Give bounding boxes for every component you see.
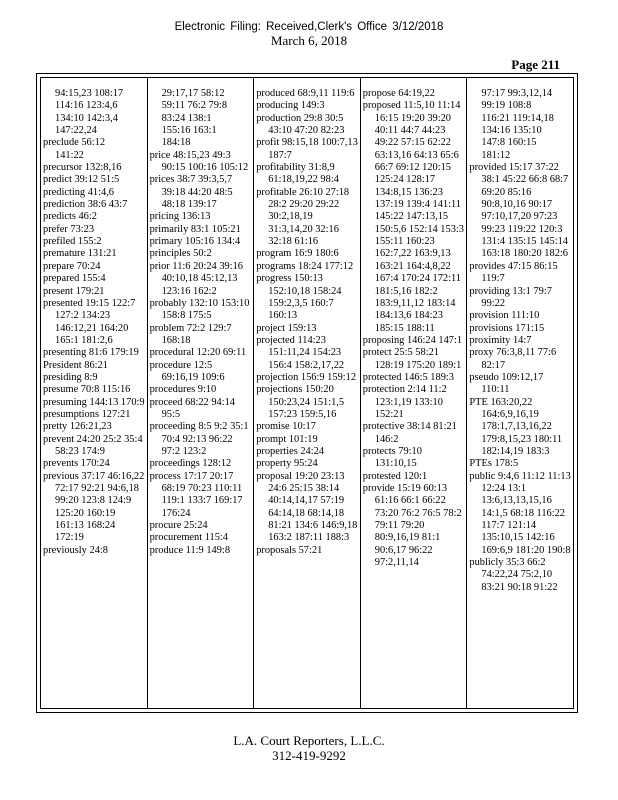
index-entry: producing 149:3	[256, 100, 325, 112]
index-entry: program 16:9 180:6	[256, 248, 339, 260]
index-entry: process 17:17 20:17 68:19 70:23 110:11 119:1 133:7 169:17 176:24	[149, 470, 243, 519]
index-entry: pricing 136:13	[149, 211, 211, 223]
index-entry: presenting 81:6 179:19	[43, 347, 139, 359]
index-entry: preclude 56:12	[43, 137, 106, 149]
index-entry: proceed 68:22 94:14 95:5	[149, 396, 236, 420]
index-entry: problem 72:2 129:7 168:18	[149, 322, 232, 346]
index-entry: protection 2:14 11:2 123:1,19 133:10 152:21	[362, 384, 447, 420]
index-entry: provisions 171:15	[469, 322, 545, 334]
index-entry-continuation: 181:12	[481, 149, 511, 161]
index-entry: project 159:13	[256, 322, 317, 334]
index-entry-continuation: 99:19 108:8	[481, 100, 532, 112]
index-entry: promise 10:17	[256, 421, 316, 433]
index-entry: procedural 12:20 69:11	[149, 347, 247, 359]
index-entry: prefer 73:23	[43, 223, 95, 235]
index-entry: proximity 14:7	[469, 334, 532, 346]
index-entry: present 179:21	[43, 285, 105, 297]
index-entry: primarily 83:1 105:21	[149, 223, 241, 235]
index-entry: projected 114:23 151:11,24 154:23 156:4 158:2,17,22	[256, 334, 345, 371]
index-entry: profitable 26:10 27:18 28:2 29:20 29:22 30:2,18,19 31:3,14,20 32:16 32:18 61:16	[256, 186, 350, 248]
index-entry: procedures 9:10	[149, 384, 217, 396]
index-entry: provide 15:19 60:13 61:16 66:1 66:22 73:20 76:2 76:5 78:2 79:11 79:20 80:9,16,19 81:1 90:6,17 96:22 97:2,11,14	[362, 483, 462, 569]
index-entry: provision 111:10	[469, 310, 540, 322]
index-entry: public 9:4,6 11:12 11:13 12:24 13:1 13:6,13,13,15,16 14:1,5 68:18 116:22 117:7 121:14 135:10,15 142:16 169:6,9 181:20 190:8	[469, 470, 571, 556]
index-entry: prepared 155:4	[43, 273, 106, 285]
index-entry: presuming 144:13 170:9	[43, 396, 145, 408]
index-entry: PTE 163:20,22 164:6,9,16,19 178:1,7,13,16,22 179:8,15,23 180:11 182:14,19 183:3	[469, 396, 563, 457]
index-entry: procedure 12:5 69:16,19 109:6	[149, 359, 225, 383]
index-columns	[40, 77, 574, 709]
index-entry: prepare 70:24	[43, 260, 101, 272]
index-entry: previous 37:17 46:16,22 72:17 92:21 94:6,18 99:20 123:8 124:9 125:20 160:19 161:13 168:24 172:19	[43, 470, 145, 544]
index-entry: proceeding 8:5 9:2 35:1 70:4 92:13 96:22 97:2 123:2	[149, 421, 249, 457]
index-entry-continuation: 116:21 119:14,18	[481, 112, 554, 124]
index-entry: property 95:24	[256, 458, 318, 470]
reporter-footer	[0, 733, 618, 763]
index-entry: precursor 132:8,16	[43, 162, 122, 174]
index-entry: prompt 101:19	[256, 433, 318, 445]
index-entry: publicly 35:3 66:2 74:22,24 75:2,10 83:21 90:18 91:22	[469, 557, 558, 593]
index-entry: proxy 76:3,8,11 77:6 82:17	[469, 347, 557, 371]
index-column-1	[41, 78, 148, 708]
index-entry-continuation: 114:16 123:4,6	[55, 100, 118, 112]
index-entry: projection 156:9 159:12	[256, 371, 357, 383]
index-entry: predict 39:12 51:5	[43, 174, 120, 186]
index-entry: production 29:8 30:5 43:10 47:20 82:23	[256, 112, 345, 137]
index-column-2	[148, 78, 255, 708]
index-entry: principles 50:2	[149, 248, 212, 260]
index-entry: presented 19:15 122:7 127:2 134:23 146:12,21 164:20 165:1 181:2,6	[43, 297, 136, 346]
index-entry: pretty 126:21,23	[43, 421, 112, 433]
index-entry: produce 11:9 149:8	[149, 544, 231, 556]
index-entry: prevent 24:20 25:2 35:4 58:23 174:9	[43, 433, 143, 457]
index-entry: probably 132:10 153:10 158:8 175:5	[149, 297, 250, 322]
index-entry: procurement 115:4	[149, 532, 228, 544]
index-entry-continuation: 94:15,23 108:17	[55, 88, 124, 99]
index-entry: progress 150:13 152:10,18 158:24 159:2,3,5 160:7 160:13	[256, 273, 342, 322]
index-entry: proposals 57:21	[256, 544, 323, 556]
index-entry: protected 146:5 189:3	[362, 371, 454, 383]
index-entry: properties 24:24	[256, 445, 325, 457]
filing-stamp: Electronic Filing: Received,Clerk's Office 3/12/2018	[174, 21, 444, 33]
index-entry: predicts 46:2	[43, 211, 97, 223]
index-entry: prediction 38:6 43:7	[43, 199, 128, 211]
index-column-5	[467, 78, 573, 708]
index-entry-continuation: 147:22,24	[55, 125, 97, 137]
index-entry: proposing 146:24 147:1	[362, 334, 463, 346]
index-entry: propose 64:19,22	[362, 88, 435, 99]
index-column-4	[361, 78, 468, 708]
index-entry: provides 47:15 86:15 119:7	[469, 260, 558, 285]
index-entry-continuation: 97:17 99:3,12,14	[481, 88, 553, 99]
index-entry: prevents 170:24	[43, 458, 110, 470]
index-entry: proposal 19:20 23:13 24:6 25:15 38:14 40:14,14,17 57:19 64:14,18 68:14,18 81:21 134:6 146:9,18 163:2 187:11 188:3	[256, 470, 358, 544]
index-entry: presumptions 127:21	[43, 408, 131, 420]
index-entry: protects 79:10 131:10,15	[362, 445, 422, 470]
index-entry-continuation: 134:16 135:10	[481, 125, 542, 137]
index-entry: President 86:21	[43, 359, 108, 371]
index-entry-continuation: 29:17,17 58:12	[161, 88, 225, 99]
filing-header	[0, 20, 618, 48]
index-entry: produced 68:9,11 119:6	[256, 88, 355, 99]
page-number: Page 211	[511, 57, 560, 72]
index-entry: premature 131:21	[43, 248, 117, 260]
index-entry: protective 38:14 81:21 146:2	[362, 421, 457, 445]
index-entry-continuation: 83:24 138:1	[161, 112, 212, 124]
index-entry: providing 13:1 79:7 99:22	[469, 285, 552, 309]
index-entry: presume 70:8 115:16	[43, 384, 131, 396]
index-entry: presiding 8:9	[43, 371, 98, 383]
index-entry: pseudo 109:12,17 110:11	[469, 371, 544, 396]
index-entry-continuation: 134:10 142:3,4	[55, 112, 118, 124]
index-entry: PTEs 178:5	[469, 458, 519, 470]
index-column-3	[254, 78, 361, 708]
index-entry-continuation: 184:18	[161, 137, 191, 149]
index-entry: previously 24:8	[43, 544, 108, 556]
index-entry-continuation: 147:8 160:15	[481, 137, 537, 149]
index-entry: predicting 41:4,6	[43, 186, 114, 198]
index-entry: profitability 31:8,9 61:18,19,22 98:4	[256, 162, 339, 186]
index-frame	[36, 73, 578, 713]
index-entry: prices 38:7 39:3,5,7 39:18 44:20 48:5 48:18 139:17	[149, 174, 233, 211]
index-entry: procure 25:24	[149, 520, 208, 532]
index-entry: prior 11:6 20:24 39:16 40:10,18 45:12,13 123:16 162:2	[149, 260, 244, 297]
index-entry: protect 25:5 58:21 128:19 175:20 189:1	[362, 347, 462, 371]
reporter-name: L.A. Court Reporters, L.L.C.	[233, 733, 385, 748]
index-entry-continuation: 141:22	[55, 149, 84, 161]
filing-date: March 6, 2018	[270, 33, 348, 48]
index-entry: primary 105:16 134:4	[149, 236, 241, 248]
index-entry: price 48:15,23 49:3 90:15 100:16 105:12	[149, 149, 249, 174]
index-entry-continuation: 59:11 76:2 79:8	[161, 100, 228, 112]
reporter-phone: 312-419-9292	[272, 748, 346, 763]
index-entry: protested 120:1	[362, 470, 428, 482]
index-entry: proceedings 128:12	[149, 458, 232, 470]
index-entry: prefiled 155:2	[43, 236, 102, 248]
index-entry: proposed 11:5,10 11:14 16:15 19:20 39:20 40:11 44:7 44:23 49:22 57:15 62:22 63:13,16 64:13 65:6 66:7 69:12 120:15 125:24 128:17 134:8,15 136:23 137:19 139:4 141:11 145:22 147:13,15 150:5,6 152:14 153:3 155:11 160:23 162:7,22 163:9,13 163:21 164:4,8,22 167:4 170:24 172:11 181:5,16 182:2 183:9,11,12 183:14 184:13,6 184:23 185:15 188:11	[362, 100, 464, 334]
index-entry-continuation: 155:16 163:1	[161, 125, 217, 137]
index-entry: programs 18:24 177:12	[256, 260, 354, 272]
index-entry: profit 98:15,18 100:7,13 187:7	[256, 137, 358, 161]
index-entry: projections 150:20 150:23,24 151:1,5 157:23 159:5,16	[256, 384, 345, 420]
index-entry: provided 15:17 37:22 38:1 45:22 66:8 68:7 69:20 85:16 90:8,10,16 90:17 97:10,17,20 97:23 99:23 119:22 120:3 131:4 135:15 145:14 163:18 180:20 182:6	[469, 162, 569, 260]
